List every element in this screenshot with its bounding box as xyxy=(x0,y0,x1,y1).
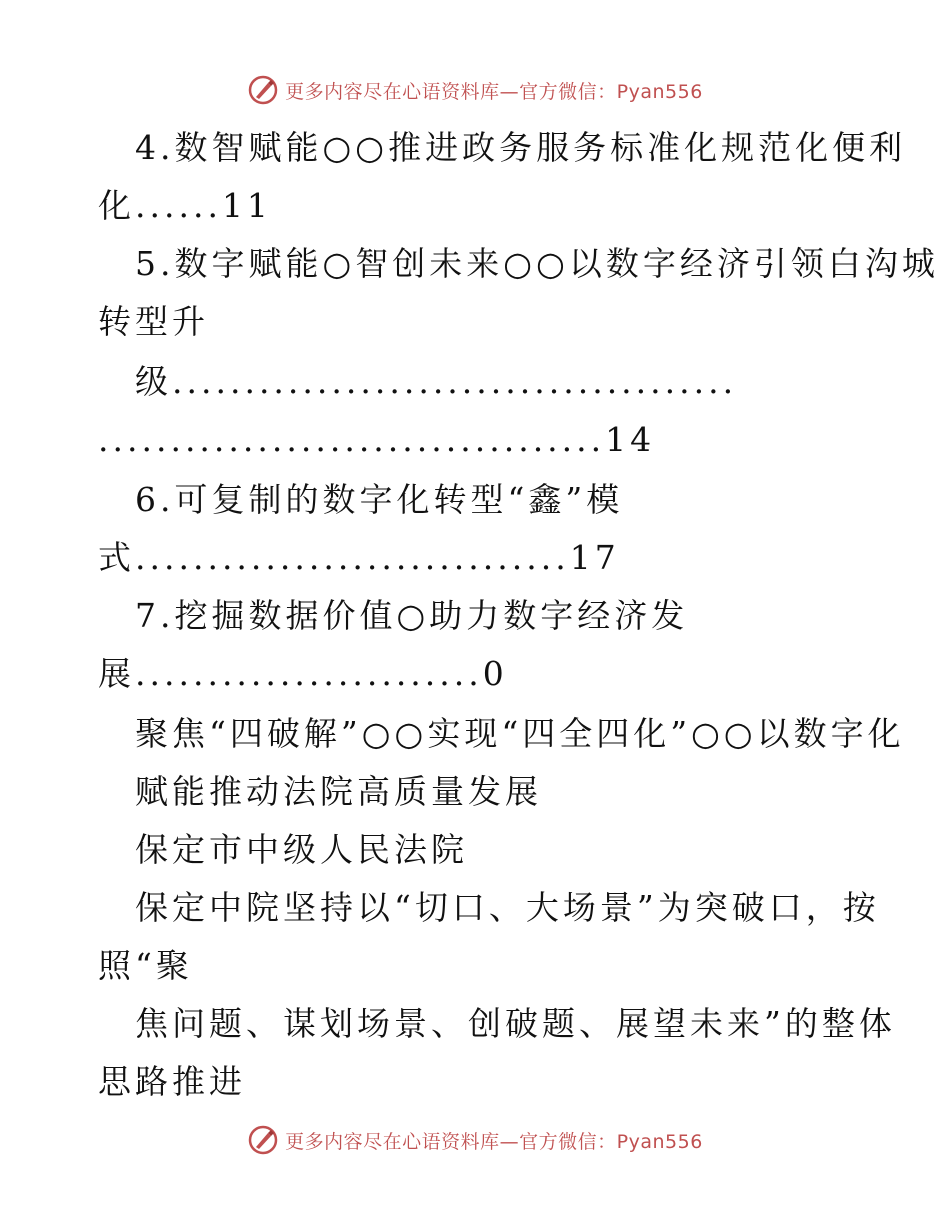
body-paragraph-line-1: 保定中院坚持以“切口、大场景”为突破口，按 xyxy=(135,888,880,927)
toc-entry-5-line-4: ...................................14 xyxy=(98,420,656,459)
footer-banner xyxy=(0,1120,950,1160)
footer-banner-text: 更多内容尽在心语资料库—官方微信：Pyan556 xyxy=(285,1130,703,1153)
toc-entry-7-line-2: 展........................0 xyxy=(98,654,508,693)
toc-entry-5-line-2: 转型升 xyxy=(98,302,209,341)
pen-logo-icon xyxy=(247,74,279,106)
body-paragraph-line-2: 照“聚 xyxy=(98,946,193,985)
article-author: 保定市中级人民法院 xyxy=(135,830,468,869)
toc-entry-4-line-1: 4.数智赋能○○推进政务服务标准化规范化便利 xyxy=(135,128,907,167)
article-title-line-1: 聚焦“四破解”○○实现“四全四化”○○以数字化 xyxy=(135,714,905,753)
toc-entry-5-line-1: 5.数字赋能○智创未来○○以数字经济引领白沟城 xyxy=(135,244,939,283)
article-title-line-2: 赋能推动法院高质量发展 xyxy=(135,772,542,811)
toc-entry-6-line-1: 6.可复制的数字化转型“鑫”模 xyxy=(135,480,624,519)
toc-entry-4-line-2: 化......11 xyxy=(98,186,272,225)
toc-entry-6-line-2: 式..............................17 xyxy=(98,538,620,577)
header-banner-text: 更多内容尽在心语资料库—官方微信：Pyan556 xyxy=(285,80,703,103)
body-paragraph-line-4: 思路推进 xyxy=(98,1062,246,1101)
pen-logo-icon xyxy=(247,1124,279,1156)
body-paragraph-line-3: 焦问题、谋划场景、创破题、展望未来”的整体 xyxy=(135,1004,896,1043)
toc-entry-5-line-3: 级....................................... xyxy=(135,362,738,401)
toc-entry-7-line-1: 7.挖掘数据价值○助力数字经济发 xyxy=(135,596,689,635)
header-banner xyxy=(0,70,950,110)
